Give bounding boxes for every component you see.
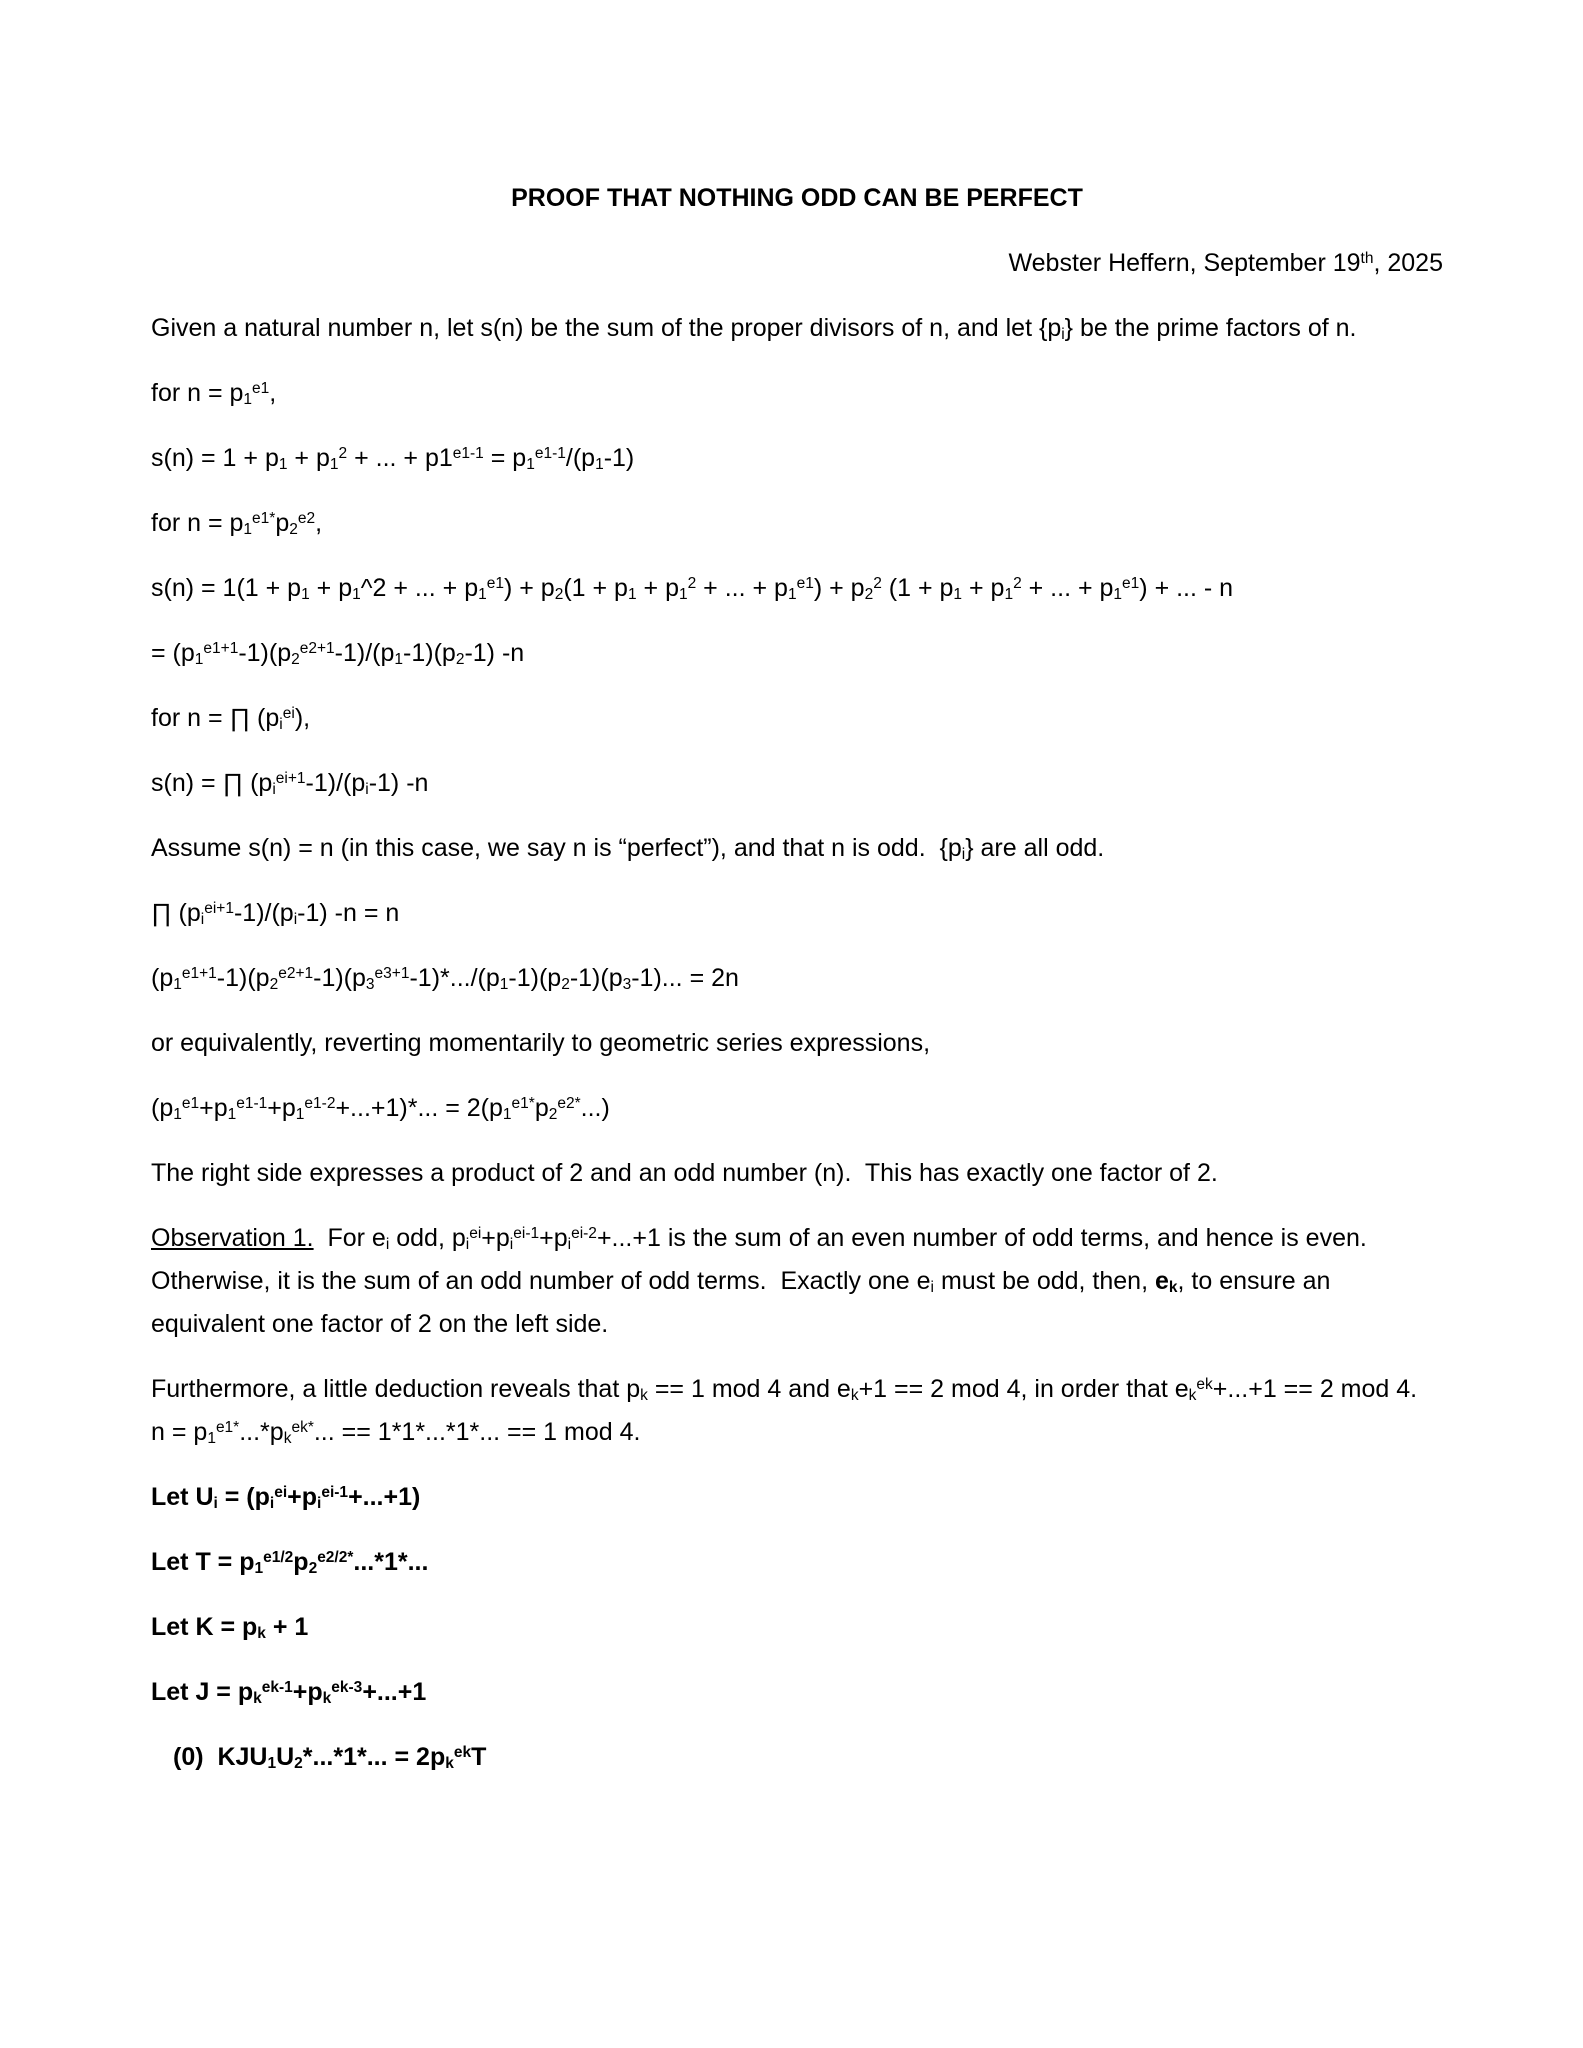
text-run: ei-2 (571, 1224, 597, 1242)
text-run: e1/2 (263, 1548, 294, 1566)
text-run: 1 (1113, 585, 1123, 603)
text-run: + ... + p (696, 574, 788, 602)
text-run: ei-1 (513, 1224, 540, 1242)
text-run: + p (287, 444, 330, 472)
text-run: -1)... = 2n (631, 964, 739, 992)
text-run: (p (151, 964, 174, 992)
text-run: + p (962, 574, 1005, 602)
text-run: +p (539, 1224, 568, 1252)
text-run: 1 (254, 1559, 264, 1577)
text-run: ei-1 (321, 1483, 349, 1501)
text-run: 1 (595, 455, 604, 473)
text-run: /(p (565, 444, 596, 472)
doc-byline (151, 242, 1443, 285)
text-run: Given a natural number n, let s(n) be the sum of the proper divisors of n, and let {p (151, 314, 1062, 342)
text-run: +p (199, 1094, 228, 1122)
text-run: p (293, 1548, 309, 1576)
text-run: -1) -n (464, 639, 525, 667)
text-run: 2 (269, 975, 279, 993)
text-run: Let K = p (151, 1613, 258, 1641)
text-run: +p (292, 1678, 323, 1706)
formula-perfect-condition-expanded (151, 957, 1443, 1000)
text-run: ^2 + ... + p (360, 574, 479, 602)
text-run: i (509, 1235, 514, 1253)
text-run: i (961, 845, 966, 863)
text-run: s(n) = 1 + p (151, 444, 279, 472)
text-run: = (p (217, 1483, 270, 1511)
text-run: for n = p (151, 509, 244, 537)
text-run: i (1061, 325, 1065, 343)
text-run: e1* (215, 1418, 240, 1436)
text-run: -1)*.../(p (409, 964, 500, 992)
text-run: for n = ∏ (p (151, 704, 280, 732)
text-run: e1+1 (203, 639, 239, 657)
text-run: 1 (394, 650, 404, 668)
text-run: + ... + p (1021, 574, 1114, 602)
text-run: ek* (291, 1418, 314, 1436)
text-run: i (465, 1235, 470, 1253)
text-run: k (283, 1429, 292, 1447)
text-run: + 1 (265, 1613, 309, 1641)
text-run: 1 (227, 1105, 237, 1123)
text-run: e1 (486, 574, 504, 592)
text-run: e1 (796, 574, 814, 592)
text-run: + p (636, 574, 679, 602)
para-observation-1 (151, 1217, 1443, 1346)
text-run: k (322, 1689, 332, 1707)
text-run: e1-1 (236, 1094, 268, 1112)
text-run: = (p (151, 639, 195, 667)
text-run: 2 (873, 574, 882, 592)
text-run: +p (481, 1224, 510, 1252)
text-run: p (275, 509, 290, 537)
text-run: 1 (173, 1105, 182, 1123)
text-run: e1-1 (534, 444, 566, 462)
text-run: 1 (329, 455, 339, 473)
text-run: k (1188, 1386, 1197, 1404)
text-run: i (317, 1494, 322, 1512)
text-run: 1 (295, 1105, 305, 1123)
text-run: e1-1 (452, 444, 484, 462)
text-run: i (365, 780, 369, 798)
text-run: k (257, 1624, 266, 1642)
text-run: 2 (687, 574, 697, 592)
text-run: , to ensure an equivalent one factor of 2 on the left side. (151, 1267, 1338, 1338)
text-run: ei+1 (204, 899, 234, 917)
text-run: s(n) = 1(1 + p (151, 574, 302, 602)
text-run: p (534, 1094, 549, 1122)
text-run: e3+1 (374, 964, 410, 982)
text-run: -1)(p (216, 964, 270, 992)
text-run: (1 + p (881, 574, 954, 602)
text-run: k (850, 1386, 859, 1404)
text-run: -1)(p (508, 964, 562, 992)
text-run: i (567, 1235, 572, 1253)
formula-let-j (151, 1671, 1443, 1714)
text-run: *...*1*... = 2p (302, 1743, 446, 1771)
text-run: e1* (511, 1094, 535, 1112)
text-run: k (253, 1689, 262, 1707)
text-run: e2 (297, 509, 316, 527)
text-run: +...+1 is the sum of an even number of odd terms, and hence is even. Otherwise, it is the sum of an odd number of odd terms. Exactly one e (151, 1224, 1381, 1295)
para-furthermore (151, 1368, 1443, 1454)
text-run: -1)/(p (334, 639, 395, 667)
text-run: -1)/(p (233, 899, 294, 927)
text-run: e2/2* (317, 1548, 354, 1566)
formula-let-u (151, 1476, 1443, 1519)
para-definitions (151, 307, 1443, 350)
text-run: k (445, 1754, 454, 1772)
text-run: (1 + p (563, 574, 628, 602)
text-run: 1 (499, 975, 509, 993)
text-run: 2 (291, 650, 300, 668)
text-run: U (276, 1743, 295, 1771)
text-run: ) + p (813, 574, 865, 602)
text-run: -1) -n (368, 769, 429, 797)
text-run: } be the prime factors of n. (1064, 314, 1357, 342)
text-run: +p (287, 1483, 318, 1511)
text-run: e1 (252, 379, 270, 397)
formula-sn-single-prime (151, 437, 1443, 480)
formula-perfect-condition (151, 892, 1443, 935)
text-run: 2 (1013, 574, 1022, 592)
text-run: i (293, 910, 298, 928)
text-run: Let J = p (151, 1678, 254, 1706)
text-run: , (269, 379, 277, 407)
text-run: -1) (603, 444, 635, 472)
text-run: , 2025 (1373, 249, 1443, 277)
text-run: e1* (252, 509, 276, 527)
text-run: k (1168, 1278, 1178, 1296)
text-run: ei (282, 704, 295, 722)
text-run: +p (267, 1094, 296, 1122)
text-run: For e (313, 1224, 386, 1252)
text-run: ∏ (p (151, 899, 201, 927)
text-run: e2+1 (278, 964, 314, 982)
text-run: Observation 1. (151, 1224, 314, 1252)
text-run: for n = p (151, 379, 244, 407)
formula-let-t (151, 1541, 1443, 1584)
doc-title (151, 177, 1443, 220)
text-run: ek (1196, 1375, 1213, 1393)
text-run: Let U (151, 1483, 214, 1511)
text-run: ), (294, 704, 311, 732)
text-run: 1 (243, 390, 253, 408)
text-run: 1 (173, 975, 182, 993)
text-run: 2 (548, 1105, 558, 1123)
text-run: PROOF THAT NOTHING ODD CAN BE PERFECT (511, 184, 1083, 212)
text-run: 1 (627, 585, 637, 603)
text-run: 1 (278, 455, 288, 473)
text-run: i (213, 1494, 218, 1512)
text-run: Webster Heffern, September 19 (1008, 249, 1361, 277)
text-run: s(n) = ∏ (p (151, 769, 273, 797)
text-run: 2 (455, 650, 465, 668)
text-run: (0) KJU (173, 1743, 268, 1771)
text-run: ...*1*... (353, 1548, 429, 1576)
text-run: ) + p (503, 574, 555, 602)
text-run: +...+1 == 2 mod 4. n = p (151, 1375, 1431, 1446)
para-assume-perfect-odd (151, 827, 1443, 870)
text-run: T (471, 1743, 487, 1771)
text-run: odd, p (389, 1224, 466, 1252)
formula-let-k (151, 1606, 1443, 1649)
text-run: e1 (1122, 574, 1140, 592)
text-run: } are all odd. (965, 834, 1105, 862)
text-run: i (279, 715, 283, 733)
text-run: e1+1 (181, 964, 217, 982)
text-run: ...*p (239, 1418, 284, 1446)
text-run: 3 (365, 975, 375, 993)
text-run: Furthermore, a little deduction reveals that p (151, 1375, 641, 1403)
text-run: 1 (678, 585, 688, 603)
text-run: Let T = p (151, 1548, 255, 1576)
text-run: +...+1) (348, 1483, 421, 1511)
text-run: 1 (526, 455, 535, 473)
text-run: ei (274, 1483, 288, 1501)
text-run: +...+1 (362, 1678, 427, 1706)
text-run: ...) (580, 1094, 610, 1122)
text-run: == 1 mod 4 and e (647, 1375, 851, 1403)
text-run: , (315, 509, 323, 537)
text-run: ei+1 (275, 769, 306, 787)
text-run: ei (469, 1224, 482, 1242)
text-run: -1)(p (313, 964, 366, 992)
text-run: +1 == 2 mod 4, in order that e (858, 1375, 1189, 1403)
formula-n-two-primes (151, 502, 1443, 545)
text-run: +...+1)*... = 2(p (335, 1094, 503, 1122)
text-run: -1)/(p (305, 769, 366, 797)
text-run: ek (453, 1743, 472, 1761)
text-run: e1-2 (304, 1094, 336, 1112)
text-run: i (385, 1235, 390, 1253)
text-run: ek-3 (331, 1678, 363, 1696)
text-run: 2 (864, 585, 874, 603)
text-run: e2* (557, 1094, 581, 1112)
text-run: 1 (194, 650, 204, 668)
text-run: e2+1 (299, 639, 335, 657)
text-run: 1 (301, 585, 310, 603)
para-or-equivalently (151, 1022, 1443, 1065)
text-run: -1) -n = n (297, 899, 400, 927)
formula-n-general-product (151, 697, 1443, 740)
text-run: i (200, 910, 205, 928)
text-run: + p (309, 574, 353, 602)
text-run: -1)(p (238, 639, 292, 667)
text-run: 2 (338, 444, 348, 462)
text-run: 2 (554, 585, 564, 603)
formula-sn-two-primes-closed (151, 632, 1443, 675)
text-run: must be odd, then, (934, 1267, 1155, 1295)
text-run: or equivalently, reverting momentarily to geometric series expressions, (151, 1029, 931, 1057)
text-run: ) + ... - n (1139, 574, 1234, 602)
text-run: 2 (289, 520, 298, 538)
text-run: 1 (787, 585, 797, 603)
text-run: -1)(p (403, 639, 456, 667)
text-run: 1 (478, 585, 487, 603)
text-run: 1 (243, 520, 253, 538)
text-run: th (1360, 249, 1374, 267)
text-run: 1 (352, 585, 361, 603)
text-run: ... == 1*1*...*1*... == 1 mod 4. (313, 1418, 641, 1446)
text-run: 2 (561, 975, 570, 993)
text-run: -1)(p (569, 964, 623, 992)
text-run: i (272, 780, 276, 798)
text-run: 2 (308, 1559, 318, 1577)
text-run: ek-1 (261, 1678, 293, 1696)
formula-n-single-prime (151, 372, 1443, 415)
text-run: 2 (294, 1754, 303, 1772)
text-run: 1 (1004, 585, 1014, 603)
text-run: i (930, 1278, 934, 1296)
formula-equation-0 (151, 1736, 1443, 1779)
text-run: 3 (622, 975, 632, 993)
para-right-side-factor (151, 1152, 1443, 1195)
text-run: 1 (267, 1754, 277, 1772)
formula-sn-general-product (151, 762, 1443, 805)
text-run: e (1154, 1267, 1169, 1295)
text-run: k (640, 1386, 648, 1404)
formula-geometric-series (151, 1087, 1443, 1130)
formula-sn-two-primes-expanded (151, 567, 1443, 610)
text-run: i (269, 1494, 275, 1512)
text-run: + ... + p1 (347, 444, 453, 472)
text-run: (p (151, 1094, 174, 1122)
text-run: The right side expresses a product of 2 and an odd number (n). This has exactly one factor of 2. (151, 1159, 1218, 1187)
text-run: 1 (207, 1429, 216, 1447)
text-run: Assume s(n) = n (in this case, we say n is “perfect”), and that n is odd. {p (151, 834, 962, 862)
text-run: 1 (953, 585, 963, 603)
text-run: 1 (502, 1105, 512, 1123)
text-run: e1 (181, 1094, 200, 1112)
text-run: = p (483, 444, 527, 472)
